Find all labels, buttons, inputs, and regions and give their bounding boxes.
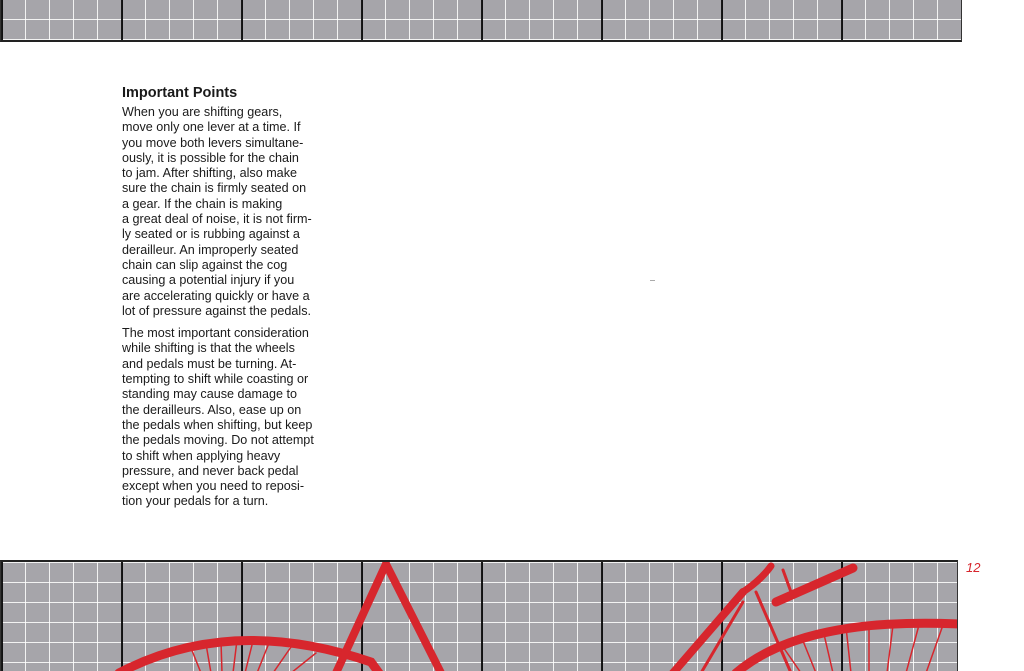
- text-line: lot of pressure against the pedals.: [122, 303, 312, 318]
- paragraph-2: [122, 326, 342, 510]
- right-wheel-spokes: [781, 625, 943, 671]
- text-line: The most important consideration: [122, 326, 309, 341]
- text-line: the derailleurs. Also, ease up on: [122, 402, 302, 417]
- text-line: ly seated or is rubbing against a: [122, 227, 300, 242]
- bottom-grid-band: [0, 560, 958, 671]
- text-line: except when you need to reposi-: [122, 479, 305, 494]
- frame-seat-tube: [386, 564, 441, 671]
- text-line: ously, it is possible for the chain: [122, 150, 299, 165]
- text-line: standing may cause damage to: [122, 387, 298, 402]
- text-line: chain can slip against the cog: [122, 257, 288, 272]
- text-line: causing a potential injury if you: [122, 273, 295, 288]
- text-line: the pedals moving. Do not attempt: [122, 433, 314, 448]
- text-line: a great deal of noise, it is not firm-: [122, 212, 312, 227]
- text-line: a gear. If the chain is making: [122, 196, 283, 211]
- text-line: pressure, and never back pedal: [122, 463, 299, 478]
- text-line: are accelerating quickly or have a: [122, 288, 310, 303]
- text-line: tempting to shift while coasting or: [122, 372, 309, 387]
- print-speck: [650, 280, 655, 281]
- text-line: to shift when applying heavy: [122, 448, 281, 463]
- text-line: while shifting is that the wheels: [122, 341, 295, 356]
- handlebar-stem: [743, 566, 771, 592]
- text-line: the pedals when shifting, but keep: [122, 417, 313, 432]
- paragraph-1: [122, 105, 342, 319]
- text-line: tion your pedals for a turn.: [122, 494, 269, 509]
- top-grid-band: [0, 0, 962, 42]
- page-number: 12: [966, 560, 981, 575]
- text-line: sure the chain is firmly seated on: [122, 181, 307, 196]
- text-line: and pedals must be turning. At-: [122, 356, 297, 371]
- bicycle-illustration: [1, 562, 958, 671]
- text-line: you move both levers simultane-: [122, 135, 304, 150]
- text-line: derailleur. An improperly seated: [122, 242, 299, 257]
- text-line: to jam. After shifting, also make: [122, 166, 297, 181]
- text-line: move only one lever at a time. If: [122, 120, 301, 135]
- brake-cable: [783, 570, 791, 592]
- important-points-section: [122, 84, 342, 517]
- section-heading: Important Points: [122, 85, 238, 101]
- text-line: When you are shifting gears,: [122, 105, 283, 119]
